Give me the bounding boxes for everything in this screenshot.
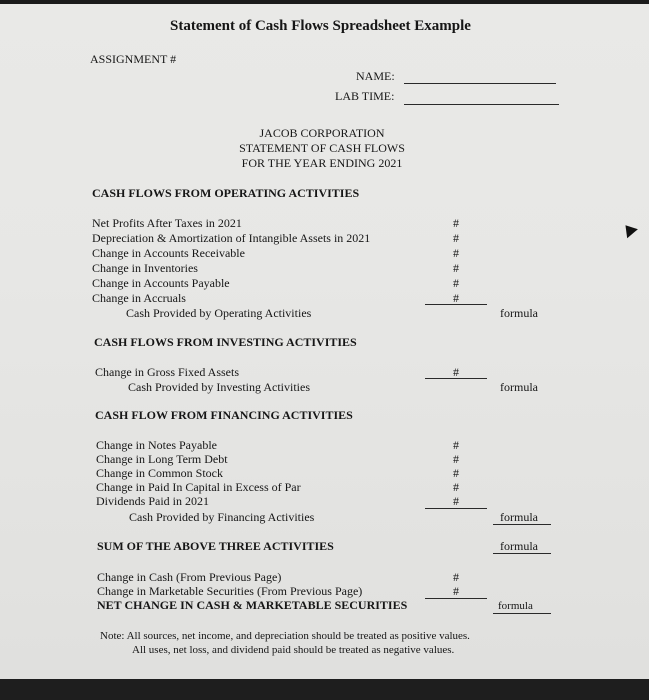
financing-item-label: Change in Long Term Debt [96, 452, 228, 466]
lab-time-label: LAB TIME: [335, 89, 395, 103]
operating-item-value: # [453, 246, 459, 260]
financing-item-value: # [453, 494, 459, 508]
financing-item-value: # [453, 466, 459, 480]
net-change-value: formula [498, 600, 533, 612]
operating-item-value: # [453, 276, 459, 290]
name-label: NAME: [356, 69, 395, 83]
change-subtotal-rule [425, 598, 487, 599]
financing-item-label: Dividends Paid in 2021 [96, 494, 209, 508]
operating-item-label: Net Profits After Taxes in 2021 [92, 216, 242, 230]
financing-subtotal-rule [425, 508, 487, 509]
operating-item-value: # [453, 231, 459, 245]
financing-total-value: formula [500, 510, 538, 524]
lab-time-field-line[interactable] [404, 104, 559, 105]
note-line-1: Note: All sources, net income, and depreciation should be treated as positive values. [100, 630, 470, 642]
investing-total-value: formula [500, 380, 538, 394]
operating-heading: CASH FLOWS FROM OPERATING ACTIVITIES [92, 186, 360, 200]
assignment-label: ASSIGNMENT # [90, 52, 177, 66]
financing-total-label: Cash Provided by Financing Activities [129, 510, 315, 524]
operating-item-label: Change in Inventories [92, 261, 198, 275]
operating-item-value: # [453, 291, 459, 305]
note-line-2: All uses, net loss, and dividend paid should be treated as negative values. [132, 644, 455, 656]
operating-item-label: Change in Accounts Payable [92, 276, 230, 290]
page-title: Statement of Cash Flows Spreadsheet Example [170, 18, 471, 34]
investing-subtotal-rule [425, 378, 487, 379]
sum-value: formula [500, 539, 538, 553]
financing-item-value: # [453, 452, 459, 466]
operating-item-label: Depreciation & Amortization of Intangible Assets in 2021 [92, 231, 371, 245]
bottom-edge [0, 679, 649, 700]
change-item-label: Change in Cash (From Previous Page) [97, 570, 282, 584]
statement-name: STATEMENT OF CASH FLOWS [239, 141, 405, 155]
company-name: JACOB CORPORATION [259, 126, 385, 140]
net-change-label: NET CHANGE IN CASH & MARKETABLE SECURITIES [97, 598, 408, 612]
change-item-label: Change in Marketable Securities (From Previous Page) [97, 584, 363, 598]
investing-heading: CASH FLOWS FROM INVESTING ACTIVITIES [94, 335, 357, 349]
operating-total-value: formula [500, 306, 538, 320]
document-page [0, 4, 649, 679]
operating-item-value: # [453, 216, 459, 230]
operating-total-label: Cash Provided by Operating Activities [126, 306, 312, 320]
name-field-line[interactable] [404, 83, 556, 84]
financing-total-rule [493, 524, 551, 525]
operating-item-label: Change in Accounts Receivable [92, 246, 245, 260]
operating-item-value: # [453, 261, 459, 275]
mouse-pointer-icon [620, 221, 638, 238]
financing-item-label: Change in Notes Payable [96, 438, 217, 452]
operating-subtotal-rule [425, 304, 487, 305]
investing-item-label: Change in Gross Fixed Assets [95, 365, 239, 379]
financing-item-value: # [453, 438, 459, 452]
financing-item-label: Change in Common Stock [96, 466, 223, 480]
financing-heading: CASH FLOW FROM FINANCING ACTIVITIES [95, 408, 353, 422]
net-change-rule [493, 613, 551, 614]
sum-label: SUM OF THE ABOVE THREE ACTIVITIES [97, 539, 334, 553]
financing-item-value: # [453, 480, 459, 494]
investing-item-value: # [453, 365, 459, 379]
statement-period: FOR THE YEAR ENDING 2021 [241, 156, 403, 170]
financing-item-label: Change in Paid In Capital in Excess of Par [96, 480, 301, 494]
investing-total-label: Cash Provided by Investing Activities [128, 380, 310, 394]
change-item-value: # [453, 584, 459, 598]
sum-rule [493, 553, 551, 554]
change-item-value: # [453, 570, 459, 584]
operating-item-label: Change in Accruals [92, 291, 186, 305]
